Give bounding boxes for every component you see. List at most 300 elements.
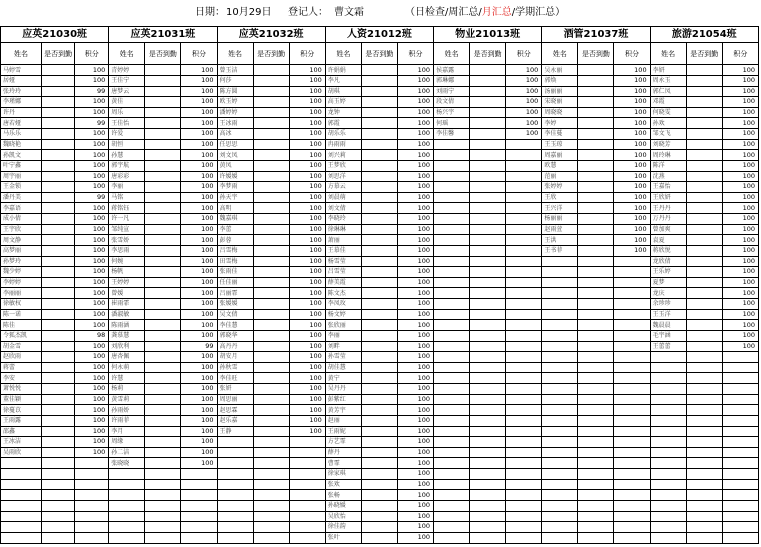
present-cell xyxy=(361,500,397,511)
table-row xyxy=(1,437,759,448)
score-cell: 100 xyxy=(289,107,325,118)
present-cell xyxy=(686,224,722,235)
score-cell: 100 xyxy=(289,118,325,129)
student-name: 刘晓芳 xyxy=(650,139,686,150)
table-row xyxy=(1,490,759,501)
student-name: 王乐婷 xyxy=(650,267,686,278)
student-name: 彭蓉 xyxy=(217,235,253,246)
present-cell xyxy=(470,150,506,161)
empty-cell xyxy=(650,532,686,543)
empty-cell xyxy=(1,511,42,522)
present-cell xyxy=(686,118,722,129)
present-cell xyxy=(686,490,722,501)
empty-cell xyxy=(722,373,758,384)
student-name: 王蕾蕾 xyxy=(650,341,686,352)
empty-cell xyxy=(506,171,542,182)
student-name: 黄佳 xyxy=(109,97,145,108)
present-cell xyxy=(42,320,75,331)
empty-cell xyxy=(542,437,578,448)
empty-cell xyxy=(506,415,542,426)
student-name: 王嘉怡 xyxy=(650,182,686,193)
present-cell xyxy=(253,171,289,182)
present-cell xyxy=(42,447,75,458)
student-name: 郭琳娜 xyxy=(434,75,470,86)
present-cell xyxy=(42,532,75,543)
empty-cell xyxy=(614,341,650,352)
student-name: 李思雨 xyxy=(109,245,145,256)
empty-cell xyxy=(109,490,145,501)
present-cell xyxy=(145,235,181,246)
empty-cell xyxy=(614,330,650,341)
student-name: 吴欣怡 xyxy=(325,511,361,522)
present-header: 是否到勤 xyxy=(253,42,289,64)
present-cell xyxy=(578,192,614,203)
present-cell xyxy=(253,490,289,501)
score-cell: 100 xyxy=(397,490,433,501)
student-name: 袁夏 xyxy=(650,235,686,246)
present-cell xyxy=(470,415,506,426)
score-cell: 100 xyxy=(75,224,109,235)
empty-cell xyxy=(542,256,578,267)
student-name: 居娅 xyxy=(1,75,42,86)
student-name: 宋晓丽 xyxy=(542,97,578,108)
student-name: 段文倩 xyxy=(434,97,470,108)
present-cell xyxy=(145,469,181,480)
score-cell: 100 xyxy=(397,384,433,395)
table-row xyxy=(1,373,759,384)
student-name: 赵乐嘉 xyxy=(217,415,253,426)
present-cell xyxy=(470,511,506,522)
student-name: 张晓晓 xyxy=(109,458,145,469)
score-cell: 100 xyxy=(614,160,650,171)
empty-cell xyxy=(217,532,253,543)
present-cell xyxy=(361,267,397,278)
empty-cell xyxy=(542,522,578,533)
present-cell xyxy=(145,256,181,267)
student-name: 刘思洋 xyxy=(325,171,361,182)
empty-cell xyxy=(542,352,578,363)
empty-cell xyxy=(217,458,253,469)
present-cell xyxy=(686,469,722,480)
present-cell xyxy=(42,362,75,373)
empty-cell xyxy=(181,490,217,501)
student-name: 叶宁鑫 xyxy=(1,160,42,171)
present-cell xyxy=(42,490,75,501)
present-cell xyxy=(42,277,75,288)
empty-cell xyxy=(542,341,578,352)
score-cell: 100 xyxy=(722,65,758,76)
score-cell: 100 xyxy=(722,118,758,129)
present-cell xyxy=(42,405,75,416)
student-name: 徐蔓苡 xyxy=(1,405,42,416)
present-cell xyxy=(253,277,289,288)
empty-cell xyxy=(506,405,542,416)
empty-cell xyxy=(722,490,758,501)
present-cell xyxy=(42,394,75,405)
present-cell xyxy=(253,129,289,140)
student-name: 任思思 xyxy=(217,139,253,150)
student-name: 王玉洋 xyxy=(650,309,686,320)
legend-weekly: 周汇总 xyxy=(448,7,479,18)
score-cell: 100 xyxy=(289,330,325,341)
score-cell: 100 xyxy=(722,75,758,86)
student-name: 孙秋雪 xyxy=(217,362,253,373)
student-name: 杨帆 xyxy=(109,267,145,278)
present-cell xyxy=(470,426,506,437)
student-name: 刘文倩 xyxy=(325,203,361,214)
empty-cell xyxy=(506,341,542,352)
present-cell xyxy=(361,373,397,384)
score-cell: 100 xyxy=(506,65,542,76)
student-name: 周玲琳 xyxy=(650,150,686,161)
present-cell xyxy=(361,341,397,352)
score-cell: 100 xyxy=(397,107,433,118)
score-cell: 100 xyxy=(614,75,650,86)
empty-cell xyxy=(650,352,686,363)
table-row xyxy=(1,330,759,341)
table-row xyxy=(1,458,759,469)
student-name: 欧慧 xyxy=(542,160,578,171)
empty-cell xyxy=(506,277,542,288)
empty-cell xyxy=(434,437,470,448)
table-row xyxy=(1,405,759,416)
present-cell xyxy=(686,384,722,395)
student-name: 周宇丽 xyxy=(1,171,42,182)
present-cell xyxy=(361,277,397,288)
empty-cell xyxy=(181,469,217,480)
present-cell xyxy=(470,139,506,150)
empty-cell xyxy=(434,192,470,203)
score-cell: 100 xyxy=(614,86,650,97)
score-cell: 100 xyxy=(614,245,650,256)
empty-cell xyxy=(506,384,542,395)
student-name: 曾加爽 xyxy=(650,224,686,235)
table-row xyxy=(1,500,759,511)
present-cell xyxy=(470,107,506,118)
table-row xyxy=(1,415,759,426)
present-cell xyxy=(686,394,722,405)
empty-cell xyxy=(434,256,470,267)
empty-cell xyxy=(542,277,578,288)
table-row xyxy=(1,511,759,522)
present-cell xyxy=(686,437,722,448)
student-name: 许媛媛 xyxy=(217,171,253,182)
score-cell: 100 xyxy=(614,224,650,235)
class-title: 旅游21054班 xyxy=(650,27,758,43)
empty-cell xyxy=(506,160,542,171)
empty-cell xyxy=(650,384,686,395)
score-cell: 100 xyxy=(397,150,433,161)
present-cell xyxy=(686,256,722,267)
present-cell xyxy=(253,118,289,129)
present-cell xyxy=(361,182,397,193)
empty-cell xyxy=(434,224,470,235)
present-cell xyxy=(470,288,506,299)
present-cell xyxy=(686,309,722,320)
student-name: 龚慕慧 xyxy=(109,330,145,341)
empty-cell xyxy=(542,405,578,416)
empty-cell xyxy=(434,490,470,501)
empty-cell xyxy=(289,511,325,522)
present-cell xyxy=(578,288,614,299)
score-cell: 100 xyxy=(75,288,109,299)
student-name: 刘畔 xyxy=(325,341,361,352)
empty-cell xyxy=(614,437,650,448)
present-cell xyxy=(361,394,397,405)
present-cell xyxy=(253,447,289,458)
score-cell: 100 xyxy=(181,309,217,320)
score-cell: 100 xyxy=(397,458,433,469)
score-cell: 100 xyxy=(397,362,433,373)
score-cell: 100 xyxy=(722,245,758,256)
empty-cell xyxy=(614,352,650,363)
present-cell xyxy=(145,309,181,320)
empty-cell xyxy=(614,288,650,299)
student-name: 郭晓华 xyxy=(217,330,253,341)
present-cell xyxy=(578,277,614,288)
student-name: 王宇欣 xyxy=(1,224,42,235)
score-cell: 100 xyxy=(397,245,433,256)
empty-cell xyxy=(650,458,686,469)
present-cell xyxy=(145,405,181,416)
score-cell: 100 xyxy=(722,160,758,171)
present-cell xyxy=(145,384,181,395)
present-cell xyxy=(686,373,722,384)
student-name: 孙雨娇 xyxy=(109,405,145,416)
present-cell xyxy=(578,235,614,246)
student-name: 邓霞 xyxy=(650,97,686,108)
student-name: 青婷婷 xyxy=(109,65,145,76)
student-name: 郭焕 xyxy=(542,75,578,86)
table-row xyxy=(1,309,759,320)
present-cell xyxy=(578,203,614,214)
student-name: 李月 xyxy=(109,426,145,437)
score-cell: 100 xyxy=(397,160,433,171)
present-cell xyxy=(578,182,614,193)
score-cell: 100 xyxy=(397,203,433,214)
student-name: 刘兴莉 xyxy=(325,150,361,161)
score-cell: 100 xyxy=(181,330,217,341)
present-cell xyxy=(145,532,181,543)
student-name: 吴永丽 xyxy=(542,65,578,76)
score-cell: 100 xyxy=(289,171,325,182)
empty-cell xyxy=(650,437,686,448)
empty-cell xyxy=(434,511,470,522)
present-cell xyxy=(578,107,614,118)
score-cell: 99 xyxy=(181,341,217,352)
score-cell: 100 xyxy=(75,203,109,214)
score-cell: 100 xyxy=(614,107,650,118)
student-name: 王金锁 xyxy=(1,182,42,193)
score-cell: 100 xyxy=(397,256,433,267)
table-row xyxy=(1,532,759,543)
empty-cell xyxy=(434,384,470,395)
present-cell xyxy=(42,426,75,437)
empty-cell xyxy=(722,511,758,522)
empty-cell xyxy=(722,384,758,395)
present-cell xyxy=(42,373,75,384)
student-name: 王梦欣 xyxy=(325,160,361,171)
present-cell xyxy=(686,171,722,182)
empty-cell xyxy=(289,479,325,490)
student-name: 胡佳慧 xyxy=(325,362,361,373)
present-cell xyxy=(253,373,289,384)
score-cell: 100 xyxy=(75,182,109,193)
student-name: 李凤玫 xyxy=(325,299,361,310)
table-row xyxy=(1,86,759,97)
student-name: 马铭 xyxy=(109,192,145,203)
empty-cell xyxy=(506,426,542,437)
class-title: 酒管21037班 xyxy=(542,27,650,43)
empty-cell xyxy=(434,500,470,511)
present-cell xyxy=(578,437,614,448)
present-cell xyxy=(361,171,397,182)
present-cell xyxy=(470,394,506,405)
table-row xyxy=(1,139,759,150)
empty-cell xyxy=(109,532,145,543)
present-header: 是否到勤 xyxy=(145,42,181,64)
empty-cell xyxy=(650,469,686,480)
empty-cell xyxy=(506,182,542,193)
empty-cell xyxy=(506,447,542,458)
score-cell: 100 xyxy=(397,500,433,511)
student-name: 吴丹丹 xyxy=(325,384,361,395)
present-cell xyxy=(42,437,75,448)
present-cell xyxy=(361,118,397,129)
student-name: 许丹 xyxy=(1,107,42,118)
score-cell: 100 xyxy=(181,75,217,86)
empty-cell xyxy=(289,490,325,501)
student-name: 陈雨涵 xyxy=(109,320,145,331)
score-cell: 100 xyxy=(181,415,217,426)
empty-cell xyxy=(434,362,470,373)
empty-cell xyxy=(722,447,758,458)
sheet-header xyxy=(0,0,761,26)
score-cell: 100 xyxy=(181,352,217,363)
present-cell xyxy=(42,309,75,320)
date-label: 日期： xyxy=(195,7,225,18)
present-cell xyxy=(470,469,506,480)
empty-cell xyxy=(181,500,217,511)
student-name: 陈方圆 xyxy=(217,86,253,97)
present-cell xyxy=(470,86,506,97)
present-cell xyxy=(145,75,181,86)
empty-cell xyxy=(650,373,686,384)
score-cell: 100 xyxy=(289,97,325,108)
empty-cell xyxy=(434,479,470,490)
empty-cell xyxy=(614,426,650,437)
present-cell xyxy=(42,86,75,97)
score-cell: 100 xyxy=(289,405,325,416)
student-name: 余珍珍 xyxy=(650,299,686,310)
present-cell xyxy=(470,458,506,469)
present-cell xyxy=(42,245,75,256)
student-name: 许雨菲 xyxy=(109,415,145,426)
present-cell xyxy=(686,447,722,458)
student-name: 王佳怡 xyxy=(109,118,145,129)
score-cell: 100 xyxy=(397,277,433,288)
empty-cell xyxy=(434,522,470,533)
present-cell xyxy=(145,511,181,522)
score-cell: 100 xyxy=(722,139,758,150)
present-header: 是否到勤 xyxy=(361,42,397,64)
present-cell xyxy=(470,299,506,310)
empty-cell xyxy=(614,394,650,405)
score-cell: 100 xyxy=(181,245,217,256)
score-cell: 100 xyxy=(289,320,325,331)
present-cell xyxy=(361,384,397,395)
student-name: 蒋欣悦 xyxy=(650,245,686,256)
empty-cell xyxy=(542,373,578,384)
empty-cell xyxy=(434,447,470,458)
present-cell xyxy=(578,139,614,150)
empty-cell xyxy=(722,405,758,416)
student-name: 沈燕 xyxy=(650,171,686,182)
present-cell xyxy=(578,458,614,469)
present-cell xyxy=(578,479,614,490)
score-cell: 100 xyxy=(289,75,325,86)
empty-cell xyxy=(542,490,578,501)
score-cell: 100 xyxy=(181,299,217,310)
table-row xyxy=(1,150,759,161)
present-cell xyxy=(42,182,75,193)
empty-cell xyxy=(434,415,470,426)
empty-cell xyxy=(614,469,650,480)
present-cell xyxy=(578,86,614,97)
score-cell: 100 xyxy=(289,373,325,384)
present-cell xyxy=(145,479,181,490)
score-cell: 100 xyxy=(614,171,650,182)
present-cell xyxy=(470,224,506,235)
score-cell: 100 xyxy=(181,373,217,384)
present-cell xyxy=(470,522,506,533)
student-name: 田雪梅 xyxy=(217,256,253,267)
present-cell xyxy=(42,203,75,214)
table-row xyxy=(1,182,759,193)
empty-cell xyxy=(1,479,42,490)
empty-cell xyxy=(650,490,686,501)
present-cell xyxy=(361,522,397,533)
present-cell xyxy=(253,299,289,310)
empty-cell xyxy=(614,405,650,416)
empty-cell xyxy=(434,330,470,341)
student-name: 黄雪莉 xyxy=(109,394,145,405)
student-name: 张妍 xyxy=(217,384,253,395)
student-name: 胡乐乐 xyxy=(325,129,361,140)
present-cell xyxy=(470,235,506,246)
table-row xyxy=(1,479,759,490)
empty-cell xyxy=(434,532,470,543)
present-cell xyxy=(686,150,722,161)
score-cell: 100 xyxy=(614,203,650,214)
student-name: 孙慧 xyxy=(109,150,145,161)
present-cell xyxy=(686,277,722,288)
present-cell xyxy=(361,192,397,203)
present-cell xyxy=(361,65,397,76)
present-cell xyxy=(42,288,75,299)
empty-cell xyxy=(614,256,650,267)
present-cell xyxy=(145,182,181,193)
name-header: 姓名 xyxy=(325,42,361,64)
score-cell: 100 xyxy=(181,171,217,182)
score-cell: 99 xyxy=(75,118,109,129)
score-cell: 100 xyxy=(614,118,650,129)
table-row xyxy=(1,288,759,299)
present-cell xyxy=(145,277,181,288)
score-cell: 100 xyxy=(289,224,325,235)
score-cell: 100 xyxy=(289,277,325,288)
table-row xyxy=(1,352,759,363)
